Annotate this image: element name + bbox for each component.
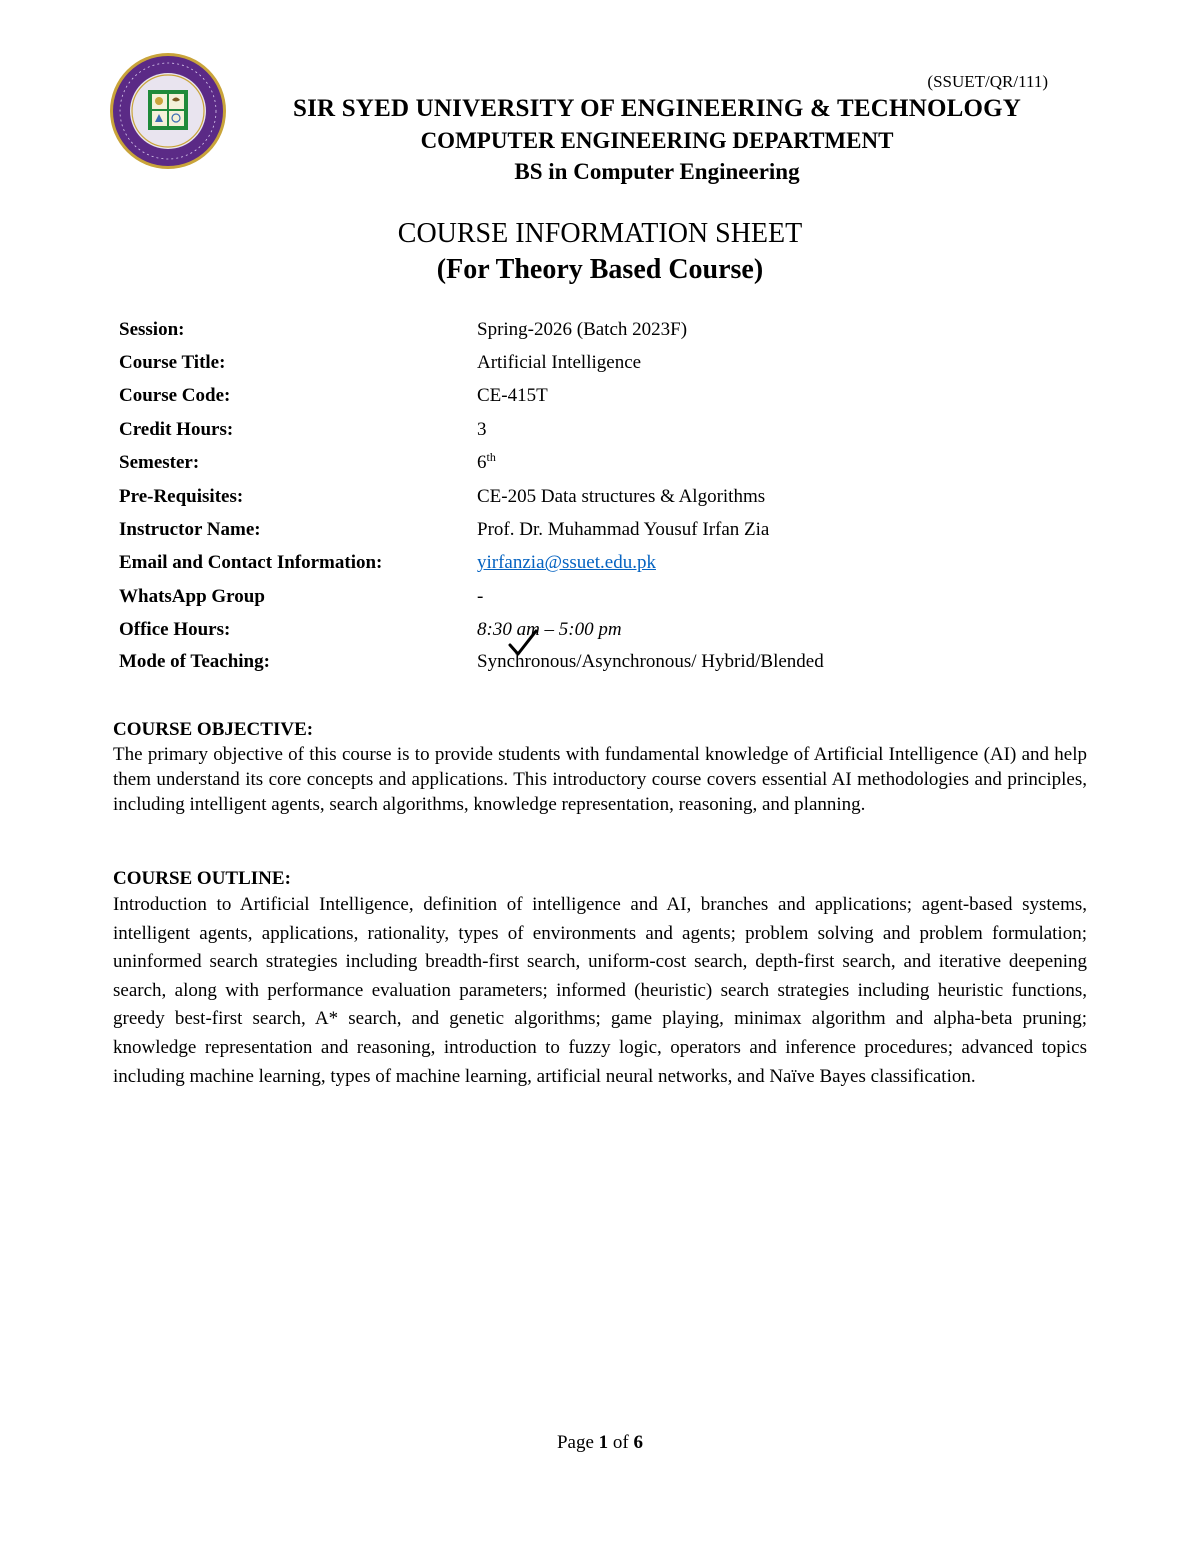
info-value: CE-205 Data structures & Algorithms [477,485,766,507]
info-value [477,547,1019,580]
info-value: 3 [477,418,487,440]
page-total: 6 [633,1432,643,1453]
info-label: Course Title: [119,352,226,374]
info-label: Office Hours: [119,618,231,640]
info-row-prerequisites [119,480,1019,513]
page-subtitle: (For Theory Based Course) [436,254,764,285]
info-label: Semester: [119,452,200,474]
info-value: Prof. Dr. Muhammad Yousuf Irfan Zia [477,519,770,541]
section-text: The primary objective of this course is to provide students with fundamental knowledge of Artificial Intelligence (AI) and help them understand its core concepts and applications. This introductory course covers essential AI methodologies and principles, including intelligent agents, search algorithms, knowledge representation, reasoning, and planning. [113,744,1087,815]
info-label: Course Code: [119,385,231,407]
section-text: Introduction to Artificial Intelligence, definition of intelligence and AI, branches and applications; agent-based systems, intelligent agents, applications, rationality, types of environments and agents; problem solving and problem formulation; uninformed search strategies including breadth-first search, uniform-cost search, depth-first search, and iterative deepening search, along with performance evaluation parameters; informed (heuristic) search strategies including heuristic functions, greedy best-first search, A* search, and genetic algorithms; game playing, minimax algorithm and alpha-beta pruning; knowledge representation and reasoning, introduction to fuzzy logic, operators and inference procedures; advanced topics including machine learning, types of machine learning, artificial neural networks, and Naïve Bayes classification. [113,894,1087,1087]
semester-number: 6 [477,452,487,474]
info-label: Session: [119,318,185,340]
checkmark-icon [507,628,539,658]
section-heading: COURSE OBJECTIVE: [113,719,314,740]
info-row-mode [119,646,1019,679]
page-footer [0,1432,1200,1454]
info-row-office-hours [119,614,1019,646]
info-value: Spring-2026 (Batch 2023F) [477,318,688,340]
page-title: COURSE INFORMATION SHEET [397,218,803,249]
info-value: 8:30 am – 5:00 pm [477,618,622,640]
course-info-table [119,313,1019,679]
of-word: of [612,1432,629,1453]
course-objective-section [113,718,1087,817]
program-name: BS in Computer Engineering [514,159,800,184]
info-value: Synchronous/Asynchronous/ Hybrid/Blended [477,651,824,673]
university-name: SIR SYED UNIVERSITY OF ENGINEERING & TECHNOLOGY [292,95,1022,122]
info-row-course-code [119,380,1019,413]
document-code: (SSUET/QR/111) [927,72,1048,91]
info-label: Instructor Name: [119,519,261,541]
info-row-session [119,313,1019,346]
info-value: CE-415T [477,385,548,407]
info-value: Artificial Intelligence [477,352,642,374]
info-label: Pre-Requisites: [119,485,244,507]
course-outline-section [113,867,1087,1091]
info-row-whatsapp [119,580,1019,613]
section-heading: COURSE OUTLINE: [113,868,291,889]
info-row-email [119,547,1019,580]
info-label: Mode of Teaching: [119,651,270,673]
email-link[interactable]: yirfanzia@ssuet.edu.pk [477,552,656,574]
info-row-course-title [119,346,1019,379]
info-value: - [477,585,484,607]
department-name: COMPUTER ENGINEERING DEPARTMENT [420,128,894,153]
semester-suffix: th [486,450,496,465]
info-label: Email and Contact Information: [119,552,383,574]
info-label: WhatsApp Group [119,585,265,607]
info-value [477,447,1019,480]
info-label: Credit Hours: [119,418,234,440]
page-word: Page [556,1432,594,1453]
info-row-instructor [119,513,1019,546]
info-row-semester [119,447,1019,480]
info-row-credit-hours [119,413,1019,446]
page-current: 1 [598,1432,609,1453]
